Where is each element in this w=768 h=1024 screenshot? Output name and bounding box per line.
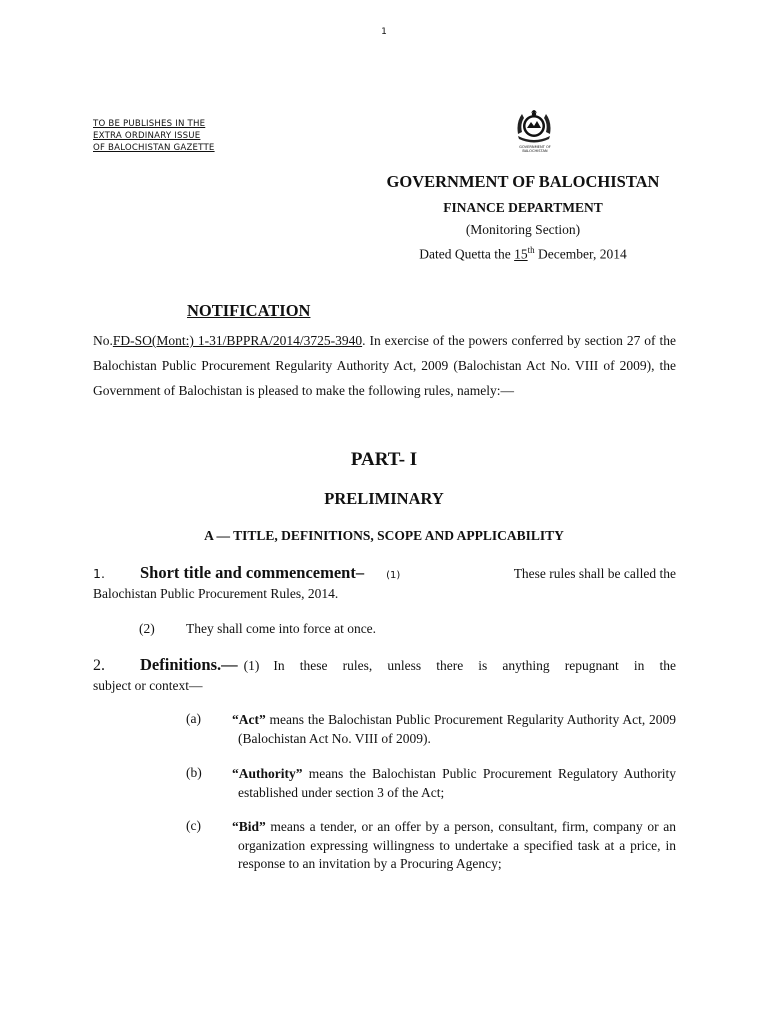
rule-2-sub1-text: In these rules, unless there is anything repugnant in the	[273, 658, 676, 673]
gazette-line: TO BE PUBLISHES IN THE	[93, 119, 206, 129]
rule-1-continuation: Balochistan Public Procurement Rules, 2014.	[93, 586, 339, 601]
rule-1-sub2-text: They shall come into force at once.	[186, 621, 377, 636]
definition-body: means the Balochistan Public Procurement Regulatory Authority established under section 3 of the Act;	[238, 766, 676, 800]
definition-term: “Authority”	[232, 766, 303, 781]
rule-2-dash: —	[221, 655, 238, 674]
rule-1-sub1-label: (1)	[386, 570, 401, 581]
definition-term: “Act”	[232, 712, 266, 727]
notification-ref-prefix: No.	[93, 333, 113, 348]
notification-body: . In exercise of the powers conferred by section 27 of the Balochistan Public Procurement Regularity Authority Act, 2009 (Balochistan Act No. VIII of 2009), the Government of Balochistan is pleased to make the following rules, namely:—	[93, 333, 676, 398]
definition-text	[232, 818, 676, 874]
date-line	[370, 245, 676, 263]
dated-day: 15	[514, 246, 528, 262]
rule-1-title: Short title and commencement	[140, 563, 356, 582]
rule-2-number: 2.	[93, 657, 105, 674]
definition-label: (a)	[186, 711, 201, 726]
rule-1-number: 1.	[93, 566, 105, 581]
government-title: GOVERNMENT OF BALOCHISTAN	[386, 172, 660, 191]
rule-1-sub2	[139, 621, 376, 637]
dated-day-suffix: th	[527, 245, 535, 255]
section-heading: A — TITLE, DEFINITIONS, SCOPE AND APPLICABILITY	[204, 528, 564, 543]
dated-suffix: December, 2014	[534, 246, 627, 262]
definition-item	[186, 818, 676, 874]
part-subtitle: PRELIMINARY	[324, 489, 444, 508]
definition-item	[186, 765, 676, 802]
notification-ref-number: FD-SO(Mont:) 1-31/BPPRA/2014/3725-3940	[112, 333, 363, 348]
department-name: FINANCE DEPARTMENT	[443, 200, 603, 215]
rule-2-continuation: subject or context—	[93, 678, 203, 693]
definition-label: (c)	[186, 818, 201, 833]
emblem-caption: GOVERNMENT OF BALOCHISTAN	[519, 145, 551, 153]
rule-2-line	[93, 655, 676, 675]
gazette-line: OF BALOCHISTAN GAZETTE	[93, 143, 215, 153]
gazette-line: EXTRA ORDINARY ISSUE	[93, 131, 201, 141]
rule-1-line	[93, 563, 676, 583]
definition-text	[232, 711, 676, 748]
notification-paragraph	[93, 328, 676, 403]
definition-body: means a tender, or an offer by a person, consultant, firm, company or an organization expressing willingness to undertake a specified task at a price, in response to an invitation by a Procuring Agency;	[238, 819, 676, 871]
rule-1-sub2-label: (2)	[139, 621, 155, 636]
definition-body: means the Balochistan Public Procurement Regularity Authority Act, 2009 (Balochistan Act No. VIII of 2009).	[238, 712, 676, 746]
rule-1-dash: –	[355, 563, 365, 582]
rule-2-title: Definitions.	[140, 655, 222, 674]
definition-term: “Bid”	[232, 819, 266, 834]
definition-label: (b)	[186, 765, 202, 780]
gazette-note	[93, 118, 215, 154]
rule-1-sub1-text: These rules shall be called the	[513, 566, 676, 581]
notification-heading: NOTIFICATION	[187, 301, 311, 320]
balochistan-emblem-icon	[514, 104, 554, 146]
rule-2-sub1-label: (1)	[243, 658, 260, 673]
dated-prefix: Dated Quetta the	[419, 246, 515, 262]
definition-text	[232, 765, 676, 802]
part-title: PART- I	[350, 449, 418, 470]
definition-item	[186, 711, 676, 748]
page-number: 1	[381, 27, 387, 37]
section-name: (Monitoring Section)	[465, 222, 581, 237]
